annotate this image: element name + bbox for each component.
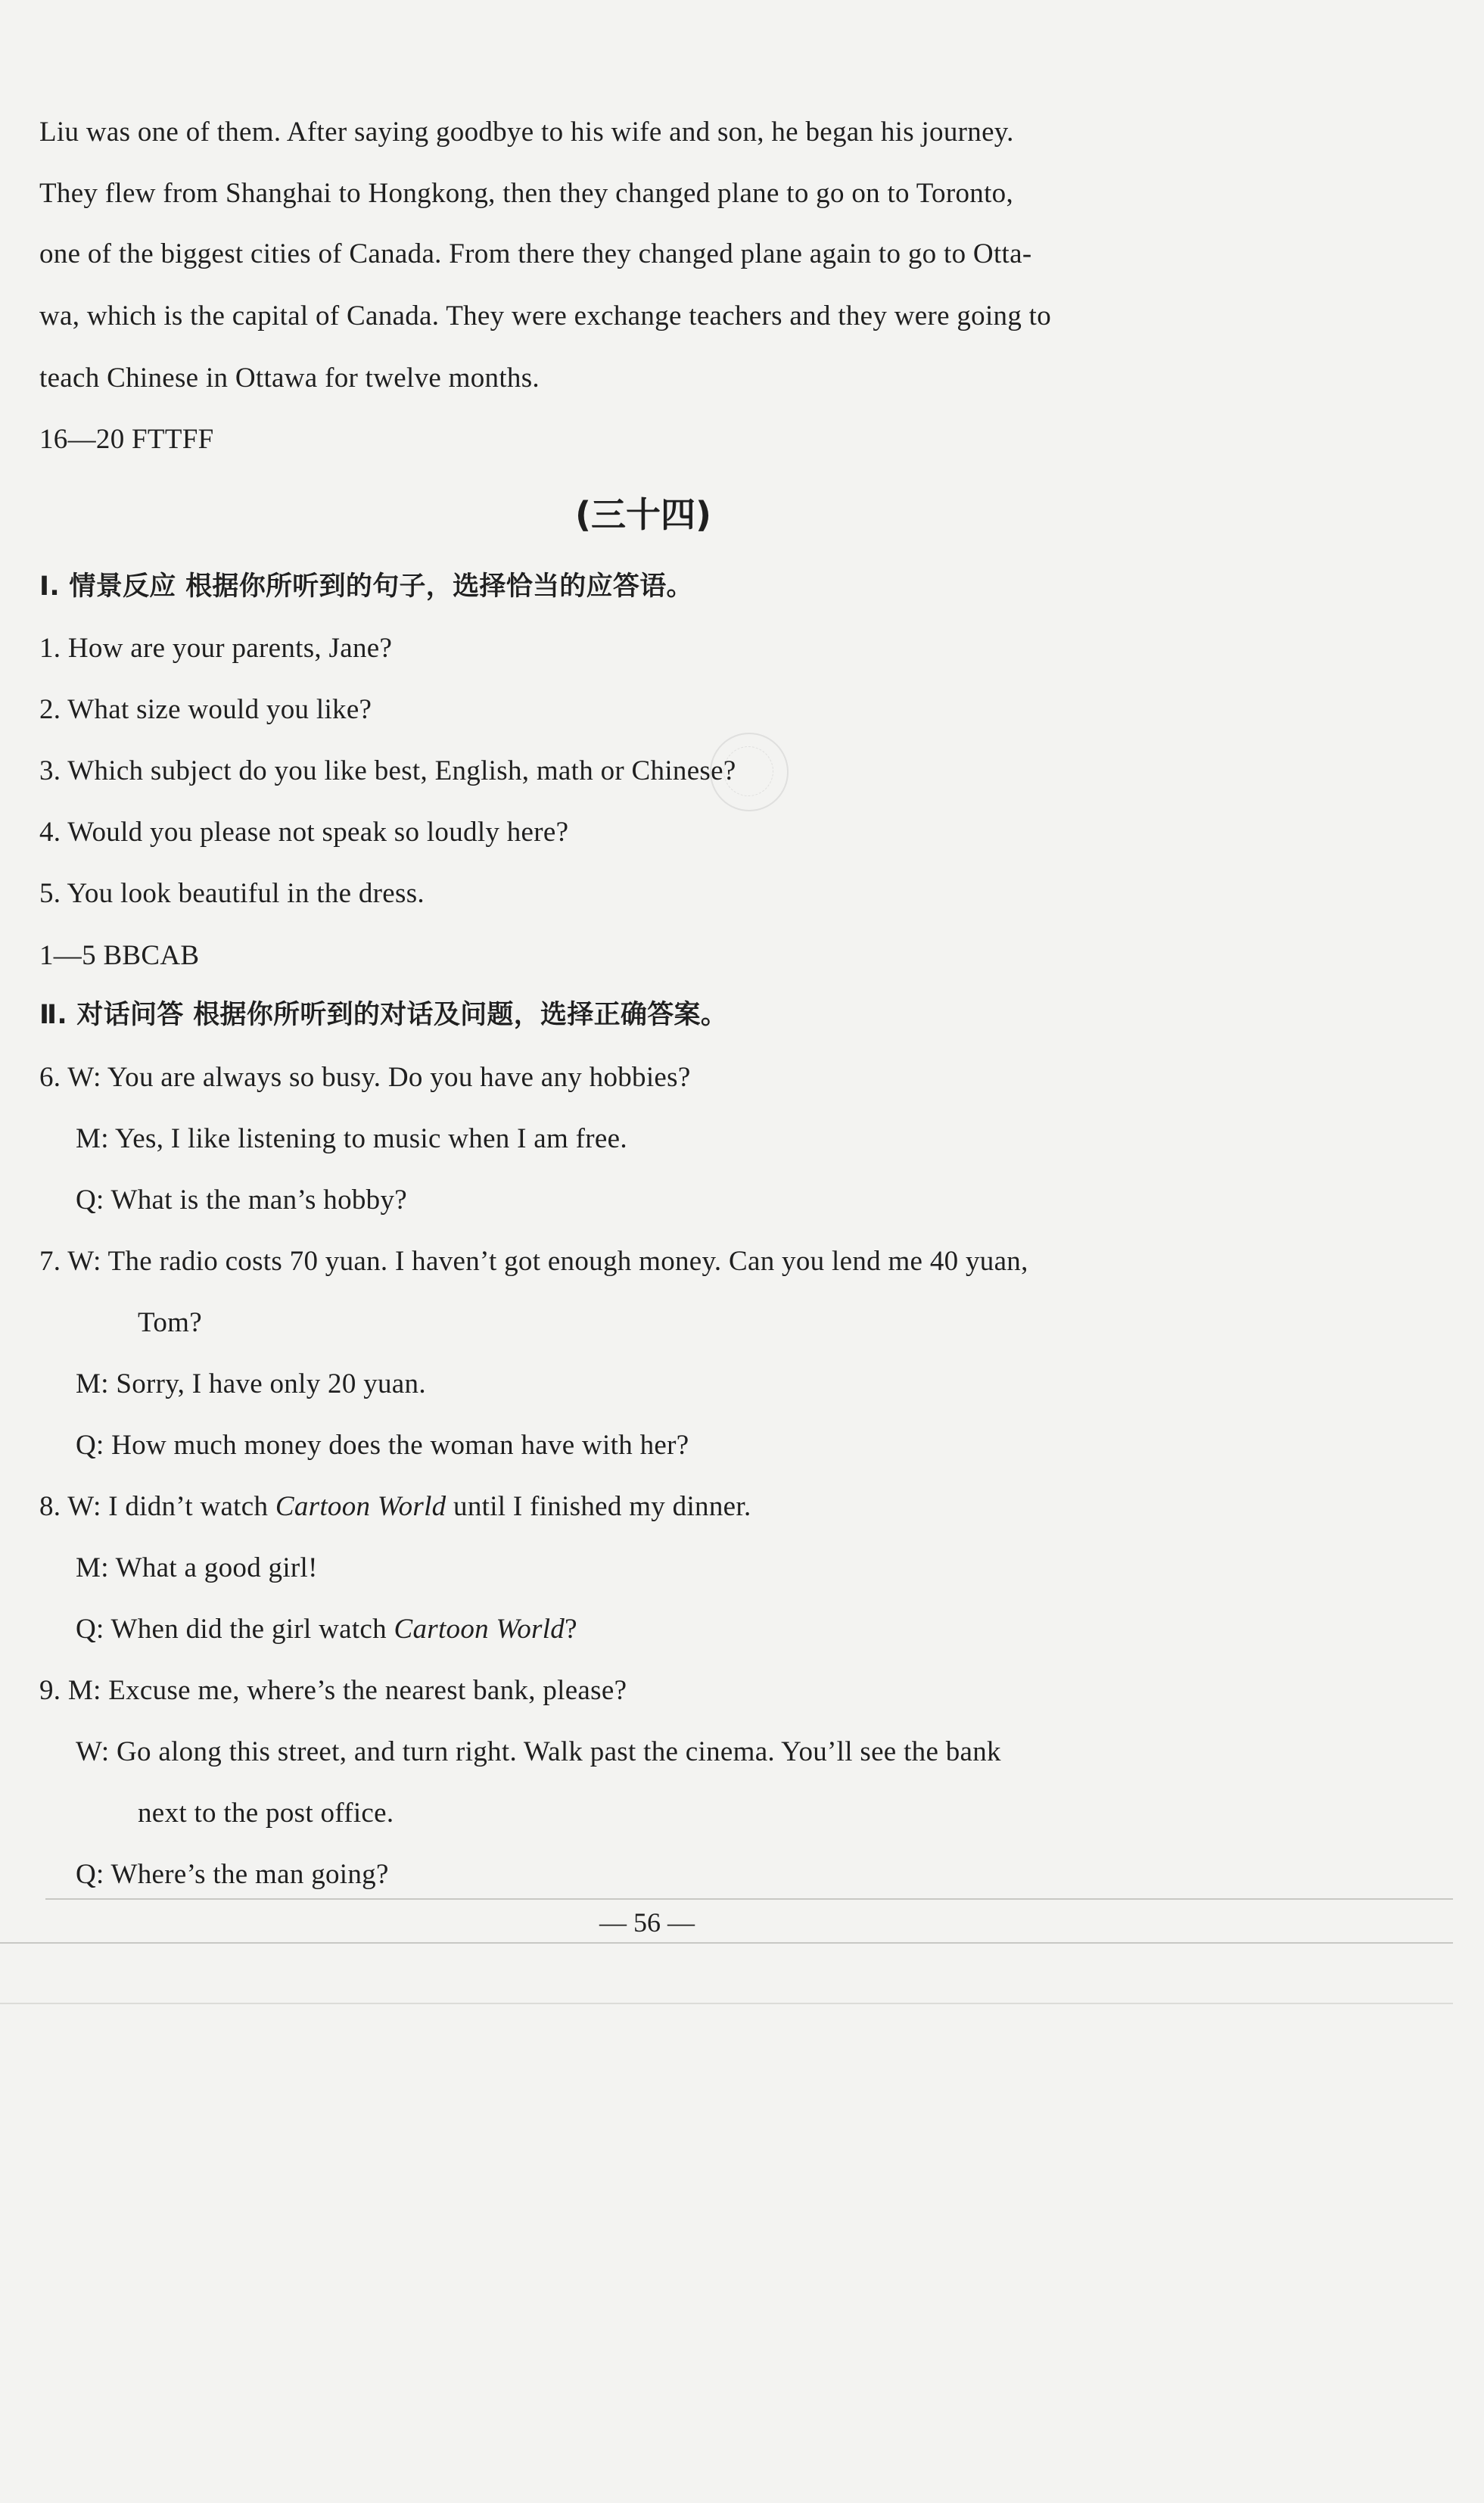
part1-item-1: 1. How are your parents, Jane? bbox=[39, 633, 393, 664]
part1-heading: Ⅰ. 情景反应 根据你所听到的句子，选择恰当的应答语。 bbox=[39, 571, 693, 602]
faint-stamp-mark bbox=[710, 733, 789, 811]
q7-question: Q: How much money does the woman have with her? bbox=[76, 1430, 689, 1461]
part1-item-5: 5. You look beautiful in the dress. bbox=[39, 878, 425, 909]
q8-woman-text-post: until I finished my dinner. bbox=[446, 1491, 751, 1522]
answers-16-20: 16—20 FTTFF bbox=[39, 424, 214, 455]
footer-rule-top bbox=[45, 1898, 1453, 1900]
q8-woman bbox=[39, 1490, 751, 1524]
part2-heading: Ⅱ. 对话问答 根据你所听到的对话及问题，选择正确答案。 bbox=[39, 1000, 728, 1030]
q9-man: 9. M: Excuse me, where’s the nearest bank, please? bbox=[39, 1675, 627, 1706]
q8-question-text-post: ? bbox=[565, 1614, 577, 1645]
passage-line-4: wa, which is the capital of Canada. They were exchange teachers and they were going to bbox=[39, 300, 1052, 332]
q8-woman-text-pre: 8. W: I didn’t watch bbox=[39, 1491, 275, 1522]
footer-rule-bottom bbox=[0, 2003, 1453, 2004]
q9-woman-continued: next to the post office. bbox=[138, 1798, 394, 1829]
q9-question: Q: Where’s the man going? bbox=[76, 1859, 389, 1890]
q6-man: M: Yes, I like listening to music when I am free. bbox=[76, 1123, 627, 1154]
part1-item-4: 4. Would you please not speak so loudly here? bbox=[39, 817, 569, 848]
section-title: (三十四) bbox=[574, 494, 712, 535]
q8-question bbox=[76, 1612, 577, 1647]
q9-woman: W: Go along this street, and turn right. Walk past the cinema. You’ll see the bank bbox=[76, 1736, 1001, 1767]
q8-question-title: Cartoon World bbox=[394, 1614, 565, 1645]
passage-line-1: Liu was one of them. After saying goodbye to his wife and son, he began his journey. bbox=[39, 117, 1014, 148]
q6-question: Q: What is the man’s hobby? bbox=[76, 1185, 407, 1216]
page-number: — 56 — bbox=[599, 1907, 695, 1938]
passage-line-5: teach Chinese in Ottawa for twelve months. bbox=[39, 363, 540, 394]
part1-item-3: 3. Which subject do you like best, English, math or Chinese? bbox=[39, 755, 736, 786]
q7-man: M: Sorry, I have only 20 yuan. bbox=[76, 1368, 426, 1399]
q6-woman: 6. W: You are always so busy. Do you have any hobbies? bbox=[39, 1062, 691, 1093]
passage-line-2: They flew from Shanghai to Hongkong, then they changed plane to go on to Toronto, bbox=[39, 178, 1013, 209]
q8-man: M: What a good girl! bbox=[76, 1552, 318, 1583]
q7-woman-continued: Tom? bbox=[138, 1307, 202, 1338]
part1-item-2: 2. What size would you like? bbox=[39, 694, 372, 725]
q7-woman: 7. W: The radio costs 70 yuan. I haven’t got enough money. Can you lend me 40 yuan, bbox=[39, 1246, 1028, 1277]
answers-1-5: 1—5 BBCAB bbox=[39, 940, 200, 971]
passage-line-3: one of the biggest cities of Canada. From there they changed plane again to go to Otta- bbox=[39, 238, 1032, 269]
q8-question-text-pre: Q: When did the girl watch bbox=[76, 1614, 394, 1645]
footer-rule-mid bbox=[0, 1942, 1453, 1944]
q8-woman-title: Cartoon World bbox=[275, 1491, 446, 1522]
